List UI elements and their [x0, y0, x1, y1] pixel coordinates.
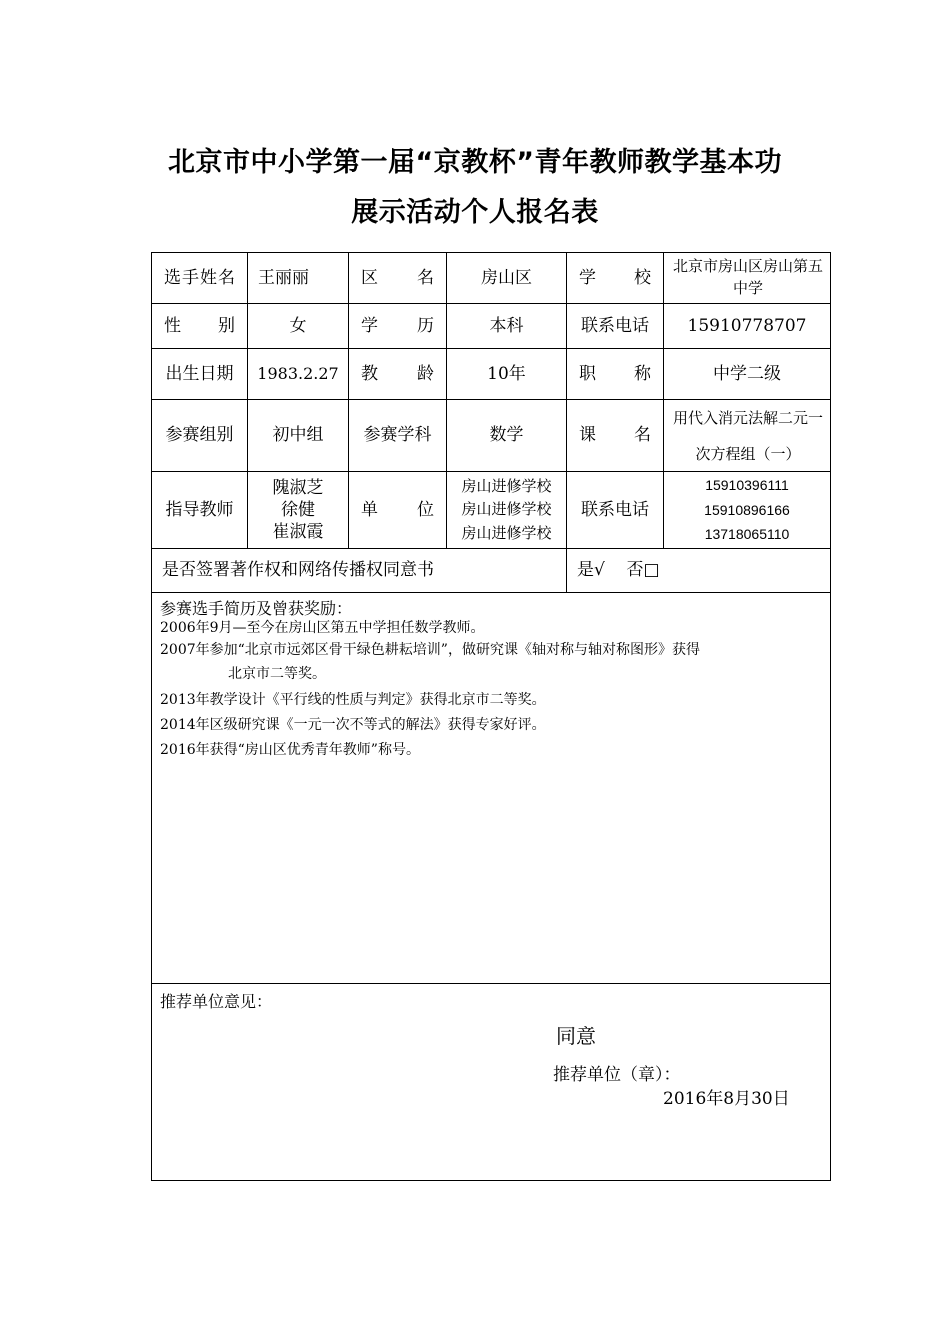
district-value: 房山区 — [481, 267, 532, 288]
mentor-phone: 15910896166 — [704, 501, 790, 518]
resume-line: 2016年获得“房山区优秀青年教师”称号。 — [160, 742, 420, 758]
mentor-phone: 15910396111 — [705, 477, 789, 494]
course-label: 课 名 — [579, 425, 651, 446]
subject-label: 参赛学科 — [363, 425, 432, 446]
job-title-label: 职 称 — [579, 363, 651, 384]
name-label: 选 手 姓 名 — [164, 267, 235, 288]
group-value: 初中组 — [272, 425, 324, 446]
resume-heading: 参赛选手简历及曾获奖励： — [160, 599, 353, 618]
gender-label: 性 别 — [164, 315, 235, 336]
row-divider — [151, 592, 831, 593]
gender-value: 女 — [289, 315, 307, 336]
recommendation-opinion: 同意 — [556, 1024, 596, 1048]
mentor-phone: 13718065110 — [704, 526, 790, 543]
education-value: 本科 — [489, 315, 524, 336]
mentor-list — [248, 472, 348, 548]
phone-value: 15910778707 — [687, 315, 807, 336]
recommendation-date: 2016年8月30日 — [663, 1089, 790, 1109]
education-label: 学 历 — [361, 315, 434, 336]
course-value: 用代入消元法解二元一次方程组（一） — [672, 408, 823, 463]
unit-label: 单 位 — [361, 499, 434, 520]
subject-value: 数学 — [489, 425, 524, 446]
mentor-phone-label: 联系电话 — [581, 499, 649, 520]
district-label: 区 名 — [361, 267, 434, 288]
agreement-label: 是否签署著作权和网络传播权同意书 — [162, 560, 434, 581]
job-title-value: 中学二级 — [713, 363, 781, 384]
mentor-unit: 房山进修学校 — [461, 523, 552, 542]
birth-date-label: 出生日期 — [165, 363, 234, 384]
mentor-label: 指导教师 — [165, 499, 234, 520]
row-divider — [151, 983, 831, 984]
mentor-unit: 房山进修学校 — [461, 477, 552, 496]
recommendation-heading: 推荐单位意见： — [160, 992, 273, 1011]
phone-label: 联系电话 — [581, 315, 649, 336]
resume-line: 北京市二等奖。 — [228, 666, 326, 682]
teaching-age-value: 10年 — [487, 363, 526, 384]
group-label: 参赛组别 — [165, 425, 234, 446]
mentor-name: 隗淑芝 — [272, 477, 324, 498]
recommendation-unit-seal: 推荐单位（章）： — [553, 1065, 681, 1085]
agreement-value: 是√ 否□ — [577, 560, 660, 581]
teaching-age-label: 教 龄 — [361, 363, 434, 384]
mentor-name: 崔淑霞 — [272, 522, 324, 543]
mentor-phone-list — [664, 472, 830, 548]
name-value: 王丽丽 — [258, 267, 309, 288]
mentor-name: 徐健 — [281, 499, 315, 520]
resume-line: 2007年参加“北京市远郊区骨干绿色耕耘培训”，做研究课《轴对称与轴对称图形》获得 — [160, 642, 700, 658]
birth-date-value: 1983.2.27 — [257, 363, 339, 383]
form-title-line1: 北京市中小学第一届“京教杯”青年教师教学基本功 — [168, 147, 782, 178]
resume-line: 2014年区级研究课《一元一次不等式的解法》获得专家好评。 — [160, 717, 546, 733]
form-title-line2: 展示活动个人报名表 — [351, 197, 599, 228]
mentor-unit: 房山进修学校 — [461, 500, 552, 519]
school-value: 北京市房山区房山第五中学 — [672, 257, 823, 297]
resume-line: 2006年9月—至今在房山区第五中学担任数学教师。 — [160, 620, 485, 636]
resume-line: 2013年教学设计《平行线的性质与判定》获得北京市二等奖。 — [160, 692, 546, 708]
unit-list — [447, 472, 566, 548]
school-label: 学 校 — [579, 267, 651, 288]
